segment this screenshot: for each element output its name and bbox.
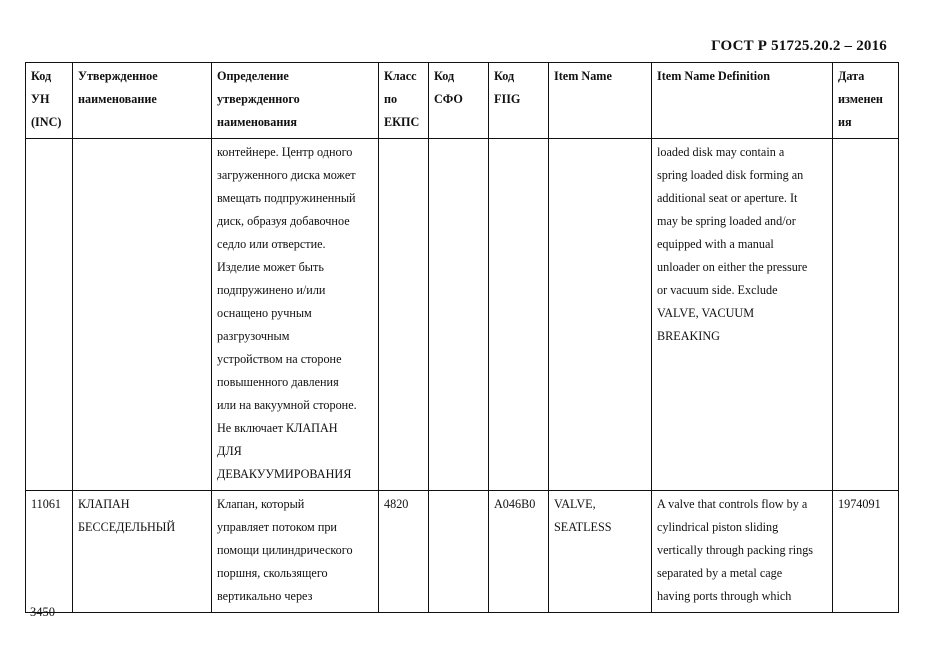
cell-item-definition: loaded disk may contain a spring loaded disk forming an additional seat or aperture. It may be spring loaded and/or equipped with a manual unloader on either the pressure or vacuum side. Exclude VALVE, VACUUM BREAKING [652,139,833,491]
cell-item-name: VALVE, SEATLESS [549,491,652,613]
cell-approved-name: КЛАПАН БЕССЕДЕЛЬНЫЙ [73,491,212,613]
header-change-date: Дата изменен ия [833,63,899,139]
cell-definition-ru: Клапан, который управляет потоком при помощи цилиндрического поршня, скользящего вертикально через [212,491,379,613]
header-row [26,63,899,139]
table-body [26,139,899,613]
cell-fiig-code [489,139,549,491]
header-sfo-code: Код СФО [429,63,489,139]
table-row [26,491,899,613]
header-fiig-code: Код FIIG [489,63,549,139]
page-number: 3450 [30,605,55,619]
standard-title: ГОСТ Р 51725.20.2 – 2016 [711,38,887,54]
cell-item-definition: A valve that controls flow by a cylindrical piston sliding vertically through packing rings separated by a metal cage having ports through which [652,491,833,613]
header-item-definition: Item Name Definition [652,63,833,139]
header-ekps-class: Класс по ЕКПС [379,63,429,139]
cell-ekps-class [379,139,429,491]
table-row [26,139,899,491]
cell-inc: 11061 [26,491,73,613]
header-inc: Код УН (INC) [26,63,73,139]
cell-sfo-code [429,139,489,491]
cell-definition-ru: контейнере. Центр одного загруженного диска может вмещать подпружиненный диск, образуя добавочное седло или отверстие. Изделие может быть подпружинено и/или оснащено ручным разгрузочным устройством на стороне повышенного давления или на вакуумной стороне. Не включает КЛАПАН ДЛЯ ДЕВАКУУМИРОВАНИЯ [212,139,379,491]
cell-inc [26,139,73,491]
cell-approved-name [73,139,212,491]
cell-sfo-code [429,491,489,613]
cell-fiig-code: A046B0 [489,491,549,613]
header-approved-name: Утвержденное наименование [73,63,212,139]
header-item-name: Item Name [549,63,652,139]
table-header [26,63,899,139]
header-definition-ru: Определение утвержденного наименования [212,63,379,139]
cell-change-date [833,139,899,491]
cell-item-name [549,139,652,491]
nomenclature-table [25,62,899,613]
cell-change-date: 1974091 [833,491,899,613]
cell-ekps-class: 4820 [379,491,429,613]
